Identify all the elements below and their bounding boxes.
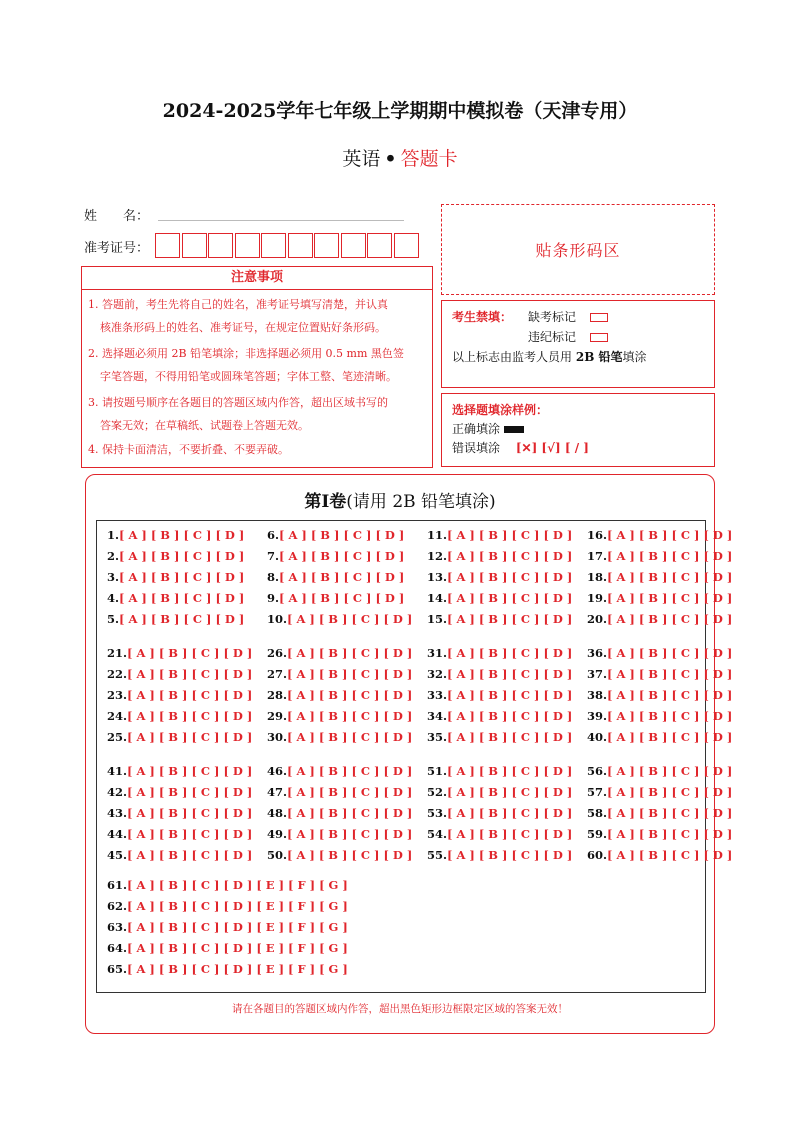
id-box[interactable] (367, 233, 392, 258)
filled-mark-icon (504, 426, 524, 433)
name-input-line[interactable] (158, 220, 404, 221)
question-50[interactable] (267, 848, 412, 862)
answer-options[interactable]: [ A ] [ B ] [ C ] [ D ] (447, 848, 573, 862)
answer-options[interactable]: [ A ] [ B ] [ C ] [ D ] (279, 570, 405, 584)
question-16[interactable] (587, 528, 732, 542)
question-59[interactable] (587, 827, 732, 841)
id-box[interactable] (182, 233, 207, 258)
question-number: 43. (107, 806, 128, 820)
question-number: 20. (587, 612, 608, 626)
question-number: 46. (267, 764, 288, 778)
answer-options[interactable]: [ A ] [ B ] [ C ] [ D ] (447, 688, 573, 702)
question-64[interactable] (107, 941, 348, 955)
answer-options[interactable]: [ A ] [ B ] [ C ] [ D ] (287, 646, 413, 660)
question-41[interactable] (107, 764, 252, 778)
answer-options[interactable]: [ A ] [ B ] [ C ] [ D ] (119, 612, 245, 626)
answer-options[interactable]: [ A ] [ B ] [ C ] [ D ] (607, 848, 733, 862)
answer-grid (96, 520, 733, 993)
answer-options[interactable]: [ A ] [ B ] [ C ] [ D ] (119, 549, 245, 563)
question-number: 3. (107, 570, 120, 584)
question-30[interactable] (267, 730, 412, 744)
answer-options[interactable]: [ A ] [ B ] [ C ] [ D ] (607, 688, 733, 702)
answer-options[interactable]: [ A ] [ B ] [ C ] [ D ] (447, 570, 573, 584)
question-number: 39. (587, 709, 608, 723)
question-number: 52. (427, 785, 448, 799)
page-title: 2024-2025学年七年级上学期期中模拟卷（天津专用） (162, 100, 638, 122)
question-number: 61. (107, 878, 128, 892)
correct-fill-row (452, 420, 524, 437)
answer-options[interactable]: [ A ] [ B ] [ C ] [ D ] (287, 806, 413, 820)
id-number-boxes[interactable] (155, 233, 420, 258)
question-40[interactable] (587, 730, 732, 744)
section-one-title-note: (请用 2B 铅笔填涂) (346, 492, 496, 512)
question-number: 31. (427, 646, 448, 660)
notice-item: 4. 保持卡面清洁，不要折叠、不要弄破。 (88, 443, 289, 456)
answer-options[interactable]: [ A ] [ B ] [ C ] [ D ] (287, 827, 413, 841)
question-number: 65. (107, 962, 128, 976)
question-11[interactable] (427, 528, 572, 542)
answer-options[interactable]: [ A ] [ B ] [ C ] [ D ] (607, 806, 733, 820)
question-number: 10. (267, 612, 288, 626)
sample-title: 选择题填涂样例： (452, 403, 549, 417)
question-42[interactable] (107, 785, 252, 799)
answer-options[interactable]: [ A ] [ B ] [ C ] [ D ] (119, 528, 245, 542)
question-38[interactable] (587, 688, 732, 702)
question-24[interactable] (107, 709, 252, 723)
question-56[interactable] (587, 764, 732, 778)
question-14[interactable] (427, 591, 572, 605)
id-box[interactable] (288, 233, 313, 258)
absent-mark-box[interactable] (590, 313, 608, 322)
question-number: 59. (587, 827, 608, 841)
id-box[interactable] (208, 233, 233, 258)
question-number: 7. (267, 549, 280, 563)
question-number: 23. (107, 688, 128, 702)
answer-options[interactable]: [ A ] [ B ] [ C ] [ D ] (127, 806, 253, 820)
absent-mark-row (528, 308, 608, 325)
question-number: 51. (427, 764, 448, 778)
notice-box (81, 266, 433, 468)
question-number: 34. (427, 709, 448, 723)
notice-item: 字笔答题，不得用铅笔或圆珠笔答题；字体工整、笔迹清晰。 (100, 370, 397, 383)
question-number: 15. (427, 612, 448, 626)
question-45[interactable] (107, 848, 252, 862)
section-one-title-main: 第Ⅰ卷 (304, 492, 347, 512)
question-33[interactable] (427, 688, 572, 702)
question-31[interactable] (427, 646, 572, 660)
answer-options[interactable]: [ A ] [ B ] [ C ] [ D ] (119, 570, 245, 584)
question-number: 38. (587, 688, 608, 702)
id-box[interactable] (341, 233, 366, 258)
answer-options[interactable]: [ A ] [ B ] [ C ] [ D ] (287, 848, 413, 862)
answer-options[interactable]: [ A ] [ B ] [ C ] [ D ] (287, 688, 413, 702)
question-57[interactable] (587, 785, 732, 799)
question-number: 29. (267, 709, 288, 723)
question-number: 26. (267, 646, 288, 660)
question-number: 9. (267, 591, 280, 605)
question-65[interactable] (107, 962, 348, 976)
question-number: 17. (587, 549, 608, 563)
notice-item: 3. 请按题号顺序在各题目的答题区域内作答，超出区域书写的 (88, 396, 388, 409)
question-number: 53. (427, 806, 448, 820)
fill-sample-box (441, 393, 715, 467)
question-number: 49. (267, 827, 288, 841)
notice-item: 答案无效；在草稿纸、试题卷上答题无效。 (100, 419, 309, 432)
notice-item: 1. 答题前，考生先将自己的姓名，准考证号填写清楚，并认真 (88, 298, 388, 311)
answer-options[interactable]: [ A ] [ B ] [ C ] [ D ] [ E ] [ F ] [ G ] (127, 920, 348, 934)
id-box[interactable] (261, 233, 286, 258)
forbid-note (452, 348, 647, 365)
answer-options[interactable]: [ A ] [ B ] [ C ] [ D ] (447, 709, 573, 723)
question-number: 25. (107, 730, 128, 744)
question-number: 62. (107, 899, 128, 913)
question-34[interactable] (427, 709, 572, 723)
question-20[interactable] (587, 612, 732, 626)
answer-options[interactable]: [ A ] [ B ] [ C ] [ D ] (127, 848, 253, 862)
question-number: 14. (427, 591, 448, 605)
answer-options[interactable]: [ A ] [ B ] [ C ] [ D ] (447, 806, 573, 820)
answer-options[interactable]: [ A ] [ B ] [ C ] [ D ] (447, 730, 573, 744)
question-number: 1. (107, 528, 120, 542)
question-44[interactable] (107, 827, 252, 841)
question-number: 24. (107, 709, 128, 723)
notice-title: 注意事项 (82, 267, 432, 290)
id-box[interactable] (235, 233, 260, 258)
subtitle-main: 英语 (342, 148, 381, 170)
question-number: 58. (587, 806, 608, 820)
question-36[interactable] (587, 646, 732, 660)
question-13[interactable] (427, 570, 572, 584)
notice-item: 2. 选择题必须用 2B 铅笔填涂；非选择题必须用 0.5 mm 黑色签 (88, 347, 404, 360)
answer-options[interactable]: [ A ] [ B ] [ C ] [ D ] (127, 646, 253, 660)
question-number: 18. (587, 570, 608, 584)
question-37[interactable] (587, 667, 732, 681)
answer-options[interactable]: [ A ] [ B ] [ C ] [ D ] (127, 709, 253, 723)
question-51[interactable] (427, 764, 572, 778)
answer-options[interactable]: [ A ] [ B ] [ C ] [ D ] (279, 591, 405, 605)
answer-options[interactable]: [ A ] [ B ] [ C ] [ D ] (127, 667, 253, 681)
answer-options[interactable]: [ A ] [ B ] [ C ] [ D ] (287, 764, 413, 778)
answer-options[interactable]: [ A ] [ B ] [ C ] [ D ] (607, 827, 733, 841)
answer-options[interactable]: [ A ] [ B ] [ C ] [ D ] (127, 827, 253, 841)
question-58[interactable] (587, 806, 732, 820)
question-number: 50. (267, 848, 288, 862)
answer-options[interactable]: [ A ] [ B ] [ C ] [ D ] [ E ] [ F ] [ G ] (127, 878, 348, 892)
question-number: 47. (267, 785, 288, 799)
answer-options[interactable]: [ A ] [ B ] [ C ] [ D ] (447, 646, 573, 660)
answer-options[interactable]: [ A ] [ B ] [ C ] [ D ] (607, 570, 733, 584)
answer-options[interactable]: [ A ] [ B ] [ C ] [ D ] (127, 785, 253, 799)
forbid-title: 考生禁填： (452, 310, 513, 324)
question-6[interactable] (267, 528, 404, 542)
question-number: 21. (107, 646, 128, 660)
question-47[interactable] (267, 785, 412, 799)
question-number: 22. (107, 667, 128, 681)
violation-mark-row (528, 328, 608, 345)
question-32[interactable] (427, 667, 572, 681)
question-number: 64. (107, 941, 128, 955)
id-box[interactable] (394, 233, 419, 258)
answer-options[interactable]: [ A ] [ B ] [ C ] [ D ] (119, 591, 245, 605)
question-number: 32. (427, 667, 448, 681)
answer-options[interactable]: [ A ] [ B ] [ C ] [ D ] (287, 612, 413, 626)
notice-item: 核准条形码上的姓名、准考证号，在规定位置贴好条形码。 (100, 321, 386, 334)
question-49[interactable] (267, 827, 412, 841)
question-46[interactable] (267, 764, 412, 778)
wrong-fill-row (452, 439, 589, 456)
question-number: 2. (107, 549, 120, 563)
barcode-area: 贴条形码区 (441, 204, 715, 295)
question-number: 4. (107, 591, 120, 605)
answer-options[interactable]: [ A ] [ B ] [ C ] [ D ] (127, 688, 253, 702)
question-number: 27. (267, 667, 288, 681)
violation-label: 违纪标记 (528, 330, 577, 344)
answer-options[interactable]: [ A ] [ B ] [ C ] [ D ] (607, 785, 733, 799)
question-number: 55. (427, 848, 448, 862)
answer-options[interactable]: [ A ] [ B ] [ C ] [ D ] (607, 667, 733, 681)
answer-options[interactable]: [ A ] [ B ] [ C ] [ D ] (287, 785, 413, 799)
id-box[interactable] (155, 233, 180, 258)
question-63[interactable] (107, 920, 348, 934)
question-18[interactable] (587, 570, 732, 584)
answer-options[interactable]: [ A ] [ B ] [ C ] [ D ] (607, 528, 733, 542)
question-5[interactable] (107, 612, 244, 626)
answer-options[interactable]: [ A ] [ B ] [ C ] [ D ] (287, 709, 413, 723)
question-number: 8. (267, 570, 280, 584)
question-number: 28. (267, 688, 288, 702)
question-3[interactable] (107, 570, 244, 584)
question-4[interactable] (107, 591, 244, 605)
question-62[interactable] (107, 899, 348, 913)
question-number: 30. (267, 730, 288, 744)
question-number: 63. (107, 920, 128, 934)
question-number: 56. (587, 764, 608, 778)
question-43[interactable] (107, 806, 252, 820)
question-number: 12. (427, 549, 448, 563)
question-9[interactable] (267, 591, 404, 605)
question-27[interactable] (267, 667, 412, 681)
id-box[interactable] (314, 233, 339, 258)
question-number: 54. (427, 827, 448, 841)
question-10[interactable] (267, 612, 412, 626)
section-one-title (86, 487, 714, 512)
question-number: 6. (267, 528, 280, 542)
question-8[interactable] (267, 570, 404, 584)
answer-options[interactable]: [ A ] [ B ] [ C ] [ D ] (607, 591, 733, 605)
answer-options[interactable]: [ A ] [ B ] [ C ] [ D ] (607, 709, 733, 723)
question-number: 5. (107, 612, 120, 626)
question-number: 19. (587, 591, 608, 605)
question-number: 33. (427, 688, 448, 702)
question-number: 42. (107, 785, 128, 799)
question-22[interactable] (107, 667, 252, 681)
answer-options[interactable]: [ A ] [ B ] [ C ] [ D ] (279, 528, 405, 542)
question-21[interactable] (107, 646, 252, 660)
question-17[interactable] (587, 549, 732, 563)
answer-options[interactable]: [ A ] [ B ] [ C ] [ D ] (607, 549, 733, 563)
answer-options[interactable]: [ A ] [ B ] [ C ] [ D ] (607, 764, 733, 778)
answer-options[interactable]: [ A ] [ B ] [ C ] [ D ] (447, 591, 573, 605)
answer-options[interactable]: [ A ] [ B ] [ C ] [ D ] (447, 827, 573, 841)
answer-options[interactable]: [ A ] [ B ] [ C ] [ D ] (447, 764, 573, 778)
question-number: 35. (427, 730, 448, 744)
answer-options[interactable]: [ A ] [ B ] [ C ] [ D ] (447, 528, 573, 542)
answer-options[interactable]: [ A ] [ B ] [ C ] [ D ] (447, 667, 573, 681)
question-25[interactable] (107, 730, 252, 744)
question-number: 44. (107, 827, 128, 841)
question-7[interactable] (267, 549, 404, 563)
question-number: 45. (107, 848, 128, 862)
answer-options[interactable]: [ A ] [ B ] [ C ] [ D ] [ E ] [ F ] [ G ] (127, 899, 348, 913)
section-one (85, 474, 733, 1034)
answer-options[interactable]: [ A ] [ B ] [ C ] [ D ] (127, 730, 253, 744)
question-number: 37. (587, 667, 608, 681)
subtitle-accent: 答题卡 (400, 148, 458, 170)
violation-mark-box[interactable] (590, 333, 608, 342)
absent-label: 缺考标记 (528, 310, 577, 324)
question-number: 16. (587, 528, 608, 542)
answer-options[interactable]: [ A ] [ B ] [ C ] [ D ] (607, 612, 733, 626)
wrong-label: 错误填涂 (452, 441, 501, 455)
correct-label: 正确填涂 (452, 422, 501, 436)
answer-options[interactable]: [ A ] [ B ] [ C ] [ D ] (447, 785, 573, 799)
question-19[interactable] (587, 591, 732, 605)
answer-options[interactable]: [ A ] [ B ] [ C ] [ D ] (287, 667, 413, 681)
question-54[interactable] (427, 827, 572, 841)
question-61[interactable] (107, 878, 348, 892)
section-one-footer: 请在各题目的答题区域内作答，超出黑色矩形边框限定区域的答案无效！ (232, 1003, 568, 1015)
question-53[interactable] (427, 806, 572, 820)
question-number: 60. (587, 848, 608, 862)
question-number: 11. (427, 528, 448, 542)
question-52[interactable] (427, 785, 572, 799)
forbid-note-suffix: 填涂 (622, 350, 647, 364)
question-55[interactable] (427, 848, 572, 862)
question-number: 41. (107, 764, 128, 778)
question-26[interactable] (267, 646, 412, 660)
question-23[interactable] (107, 688, 252, 702)
question-48[interactable] (267, 806, 412, 820)
question-39[interactable] (587, 709, 732, 723)
answer-options[interactable]: [ A ] [ B ] [ C ] [ D ] (447, 612, 573, 626)
forbid-note-bold: 2B 铅笔 (575, 350, 623, 364)
name-label: 姓 名： (84, 209, 150, 224)
question-1[interactable] (107, 528, 244, 542)
answer-options[interactable]: [ A ] [ B ] [ C ] [ D ] (447, 549, 573, 563)
answer-options[interactable]: [ A ] [ B ] [ C ] [ D ] (607, 646, 733, 660)
answer-options[interactable]: [ A ] [ B ] [ C ] [ D ] (127, 764, 253, 778)
question-2[interactable] (107, 549, 244, 563)
question-number: 36. (587, 646, 608, 660)
wrong-marks: [✕] [√] [ / ] (515, 441, 589, 455)
question-number: 48. (267, 806, 288, 820)
page-subtitle (0, 144, 800, 171)
question-15[interactable] (427, 612, 572, 626)
id-label: 准考证号： (84, 241, 150, 256)
question-number: 57. (587, 785, 608, 799)
examiner-only-box (441, 300, 715, 388)
answer-options[interactable]: [ A ] [ B ] [ C ] [ D ] (607, 730, 733, 744)
question-number: 13. (427, 570, 448, 584)
question-35[interactable] (427, 730, 572, 744)
answer-options[interactable]: [ A ] [ B ] [ C ] [ D ] [ E ] [ F ] [ G ] (127, 941, 348, 955)
answer-options[interactable]: [ A ] [ B ] [ C ] [ D ] (279, 549, 405, 563)
question-number: 40. (587, 730, 608, 744)
subtitle-dot: • (384, 148, 397, 170)
question-29[interactable] (267, 709, 412, 723)
question-12[interactable] (427, 549, 572, 563)
answer-options[interactable]: [ A ] [ B ] [ C ] [ D ] [ E ] [ F ] [ G ] (127, 962, 348, 976)
forbid-note-prefix: 以上标志由监考人员用 (452, 350, 573, 364)
answer-options[interactable]: [ A ] [ B ] [ C ] [ D ] (287, 730, 413, 744)
question-28[interactable] (267, 688, 412, 702)
question-60[interactable] (587, 848, 732, 862)
